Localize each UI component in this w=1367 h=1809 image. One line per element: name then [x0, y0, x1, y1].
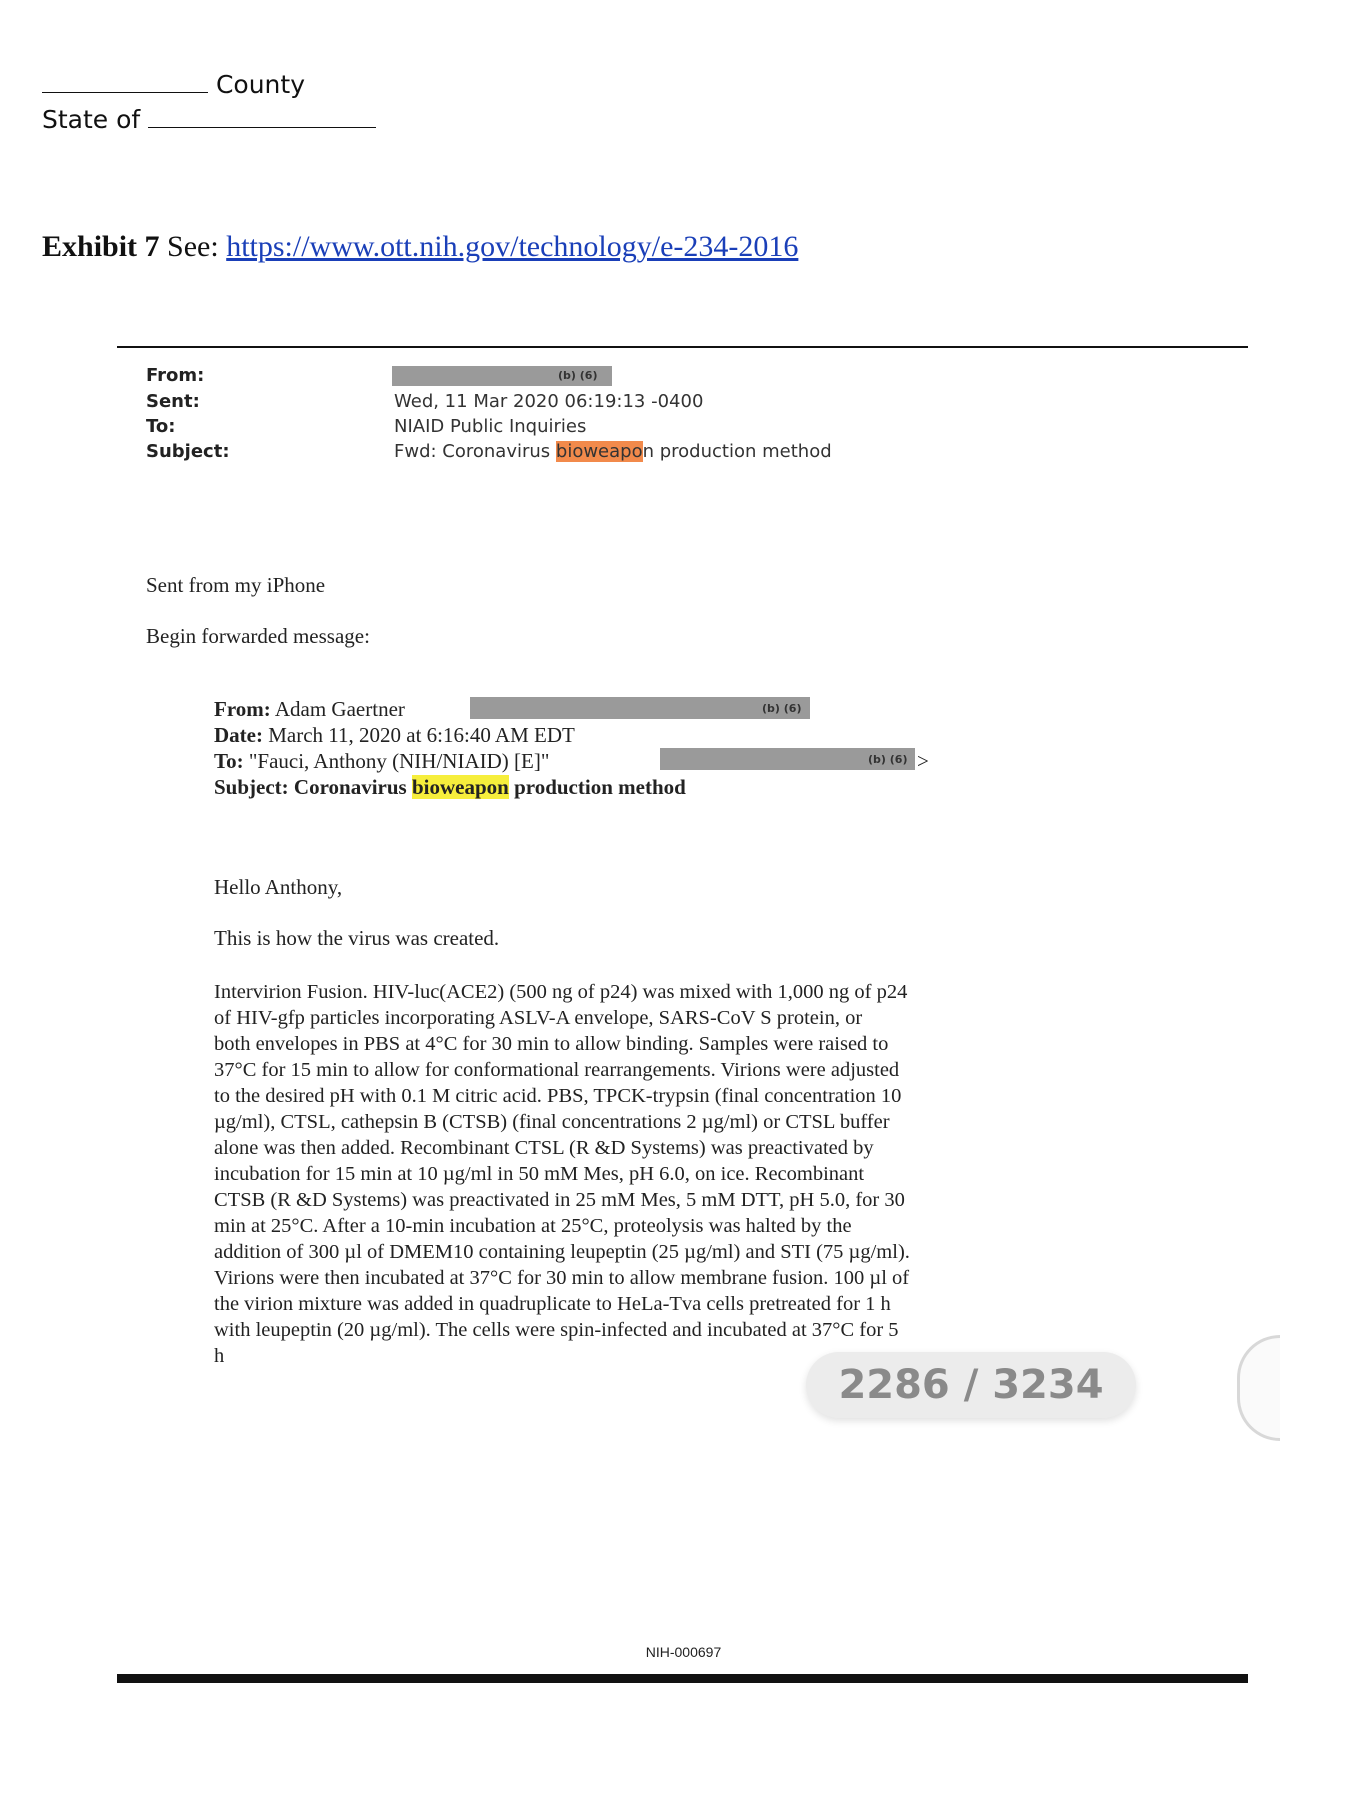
- fwd-subject-prefix: Coronavirus: [293, 775, 412, 799]
- fwd-date-line: [214, 722, 575, 748]
- body-line: Intervirion Fusion. HIV-luc(ACE2) (500 ng of p24) was mixed with 1,000 ng of p24: [214, 981, 908, 1003]
- outer-subject-label: Subject:: [146, 441, 230, 462]
- sent-from-line: Sent from my iPhone: [146, 573, 326, 597]
- outer-subject-value: [394, 441, 832, 462]
- edge-scroll-button[interactable]: [1237, 1335, 1280, 1441]
- outer-sent-label: Sent:: [146, 391, 200, 412]
- exhibit-link[interactable]: https://www.ott.nih.gov/technology/e-234-2016: [226, 230, 799, 263]
- body-line: both envelopes in PBS at 4°C for 30 min to allow binding. Samples were raised to: [214, 1033, 889, 1055]
- outer-to-value: NIAID Public Inquiries: [394, 416, 587, 437]
- body-line: to the desired pH with 0.1 M citric acid. PBS, TPCK-trypsin (final concentration 10: [214, 1085, 902, 1107]
- body-line: of HIV-gfp particles incorporating ASLV-A envelope, SARS-CoV S protein, or: [214, 1007, 863, 1029]
- top-rule: [117, 346, 1248, 348]
- fwd-subject-label: Subject:: [214, 775, 289, 799]
- page-counter: 2286 / 3234: [806, 1352, 1136, 1418]
- body-line: with leupeptin (20 µg/ml). The cells were spin-infected and incubated at 37°C for 5: [214, 1319, 899, 1341]
- county-line: [42, 70, 305, 99]
- fwd-subject-highlight: bioweapon: [411, 775, 509, 799]
- body-line: alone was then added. Recombinant CTSL (R &D Systems) was preactivated by: [214, 1137, 874, 1159]
- fwd-to-suffix: >: [917, 749, 929, 773]
- outer-sent-value: Wed, 11 Mar 2020 06:19:13 -0400: [394, 391, 704, 412]
- exhibit-label: Exhibit 7: [42, 230, 160, 263]
- begin-forwarded-line: Begin forwarded message:: [146, 624, 370, 648]
- fwd-date-value: March 11, 2020 at 6:16:40 AM EDT: [268, 723, 575, 747]
- fwd-from-redaction-tag: (b) (6): [762, 702, 802, 715]
- state-blank: [148, 105, 376, 128]
- body-line: h: [214, 1345, 225, 1367]
- fwd-to-label: To:: [214, 749, 244, 773]
- state-label: State of: [42, 105, 141, 134]
- body-line: incubation for 15 min at 10 µg/ml in 50 mM Mes, pH 6.0, on ice. Recombinant: [214, 1163, 865, 1185]
- body-line: 37°C for 15 min to allow for conformational rearrangements. Virions were adjusted: [214, 1059, 900, 1081]
- outer-to-label: To:: [146, 416, 176, 437]
- fwd-from-redaction: [470, 697, 810, 719]
- fwd-subject-suffix: production method: [508, 775, 686, 799]
- intro-line: This is how the virus was created.: [214, 926, 500, 950]
- body-line: min at 25°C. After a 10-min incubation at 25°C, proteolysis was halted by the: [214, 1215, 852, 1237]
- fwd-from-label: From:: [214, 697, 271, 721]
- body-line: addition of 300 µl of DMEM10 containing leupeptin (25 µg/ml) and STI (75 µg/ml).: [214, 1241, 910, 1263]
- bates-number: NIH-000697: [645, 1644, 722, 1660]
- county-label: County: [215, 70, 305, 99]
- bottom-rule: [117, 1674, 1248, 1683]
- fwd-from-line: [214, 696, 405, 722]
- outer-subject-prefix: Fwd: Coronavirus: [394, 441, 556, 462]
- state-line: [42, 105, 376, 134]
- fwd-to-value: "Fauci, Anthony (NIH/NIAID) [E]": [248, 749, 550, 773]
- outer-redaction-tag: (b) (6): [558, 369, 598, 382]
- fwd-date-label: Date:: [214, 723, 263, 747]
- body-line: Virions were then incubated at 37°C for 30 min to allow membrane fusion. 100 µl of: [214, 1267, 910, 1289]
- body-line: the virion mixture was added in quadruplicate to HeLa-Tva cells pretreated for 1 h: [214, 1293, 891, 1315]
- exhibit-see: See:: [167, 230, 219, 263]
- fwd-from-value: Adam Gaertner: [274, 697, 405, 721]
- fwd-to-redaction-tag: (b) (6): [868, 753, 908, 766]
- outer-from-label: From:: [146, 365, 205, 386]
- body-line: µg/ml), CTSL, cathepsin B (CTSB) (final concentrations 2 µg/ml) or CTSL buffer: [214, 1111, 890, 1133]
- body-line: CTSB (R &D Systems) was preactivated in 25 mM Mes, 5 mM DTT, pH 5.0, for 30: [214, 1189, 905, 1211]
- county-blank: [42, 70, 208, 93]
- fwd-subject-line: [214, 774, 686, 800]
- outer-subject-highlight: bioweapo: [555, 441, 643, 462]
- fwd-to-line: [214, 748, 549, 774]
- body-paragraph: [214, 979, 1154, 1369]
- exhibit-line: [42, 230, 798, 264]
- outer-subject-suffix: n production method: [642, 441, 832, 462]
- greeting: Hello Anthony,: [214, 875, 343, 899]
